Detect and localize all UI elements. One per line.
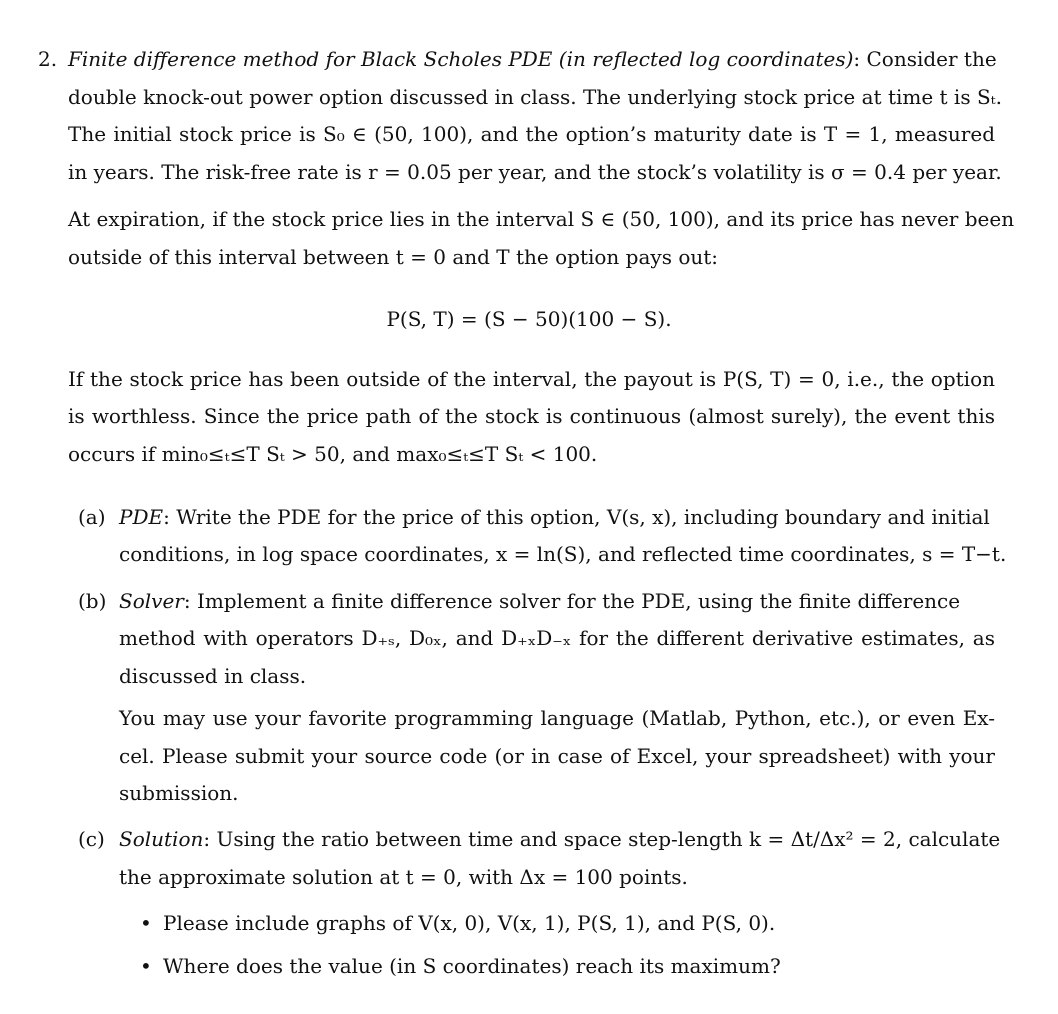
part-a-line-2: conditions, in log space coordinates, x = ln(S), and reflected time coordinates, s = T−t.	[119, 542, 1007, 566]
part-a-line-1-tail: : Write the PDE for the price of this option, V(s, x), including boundary and initial	[163, 505, 990, 529]
problem-intro-line-4: in years. The risk-free rate is r = 0.05 per year, and the stock’s volatility is σ = 0.4 per year.	[68, 160, 1002, 184]
problem-number: 2.	[38, 47, 58, 71]
expiration-line-1: At expiration, if the stock price lies in the interval S ∈ (50, 100), and its price has never been	[68, 207, 1015, 231]
part-a-label: (a)	[78, 505, 106, 529]
problem-title: Finite difference method for Black Scholes PDE (in reflected log coordinates)	[68, 47, 854, 71]
part-c-line-2: the approximate solution at t = 0, with Δx = 100 points.	[119, 865, 688, 889]
bullet-item-1: Please include graphs of V(x, 0), V(x, 1), P(S, 1), and P(S, 0).	[163, 911, 776, 935]
payoff-equation: P(S, T) = (S − 50)(100 − S).	[386, 307, 672, 331]
outside-line-1: If the stock price has been outside of the interval, the payout is P(S, T) = 0, i.e., the option	[68, 367, 995, 391]
part-c-line-1-tail: : Using the ratio between time and space step-length k = Δt/Δx² = 2, calculate	[203, 827, 1001, 851]
part-a-line-1	[119, 505, 995, 529]
outside-line-3: occurs if min₀≤ₜ≤T Sₜ > 50, and max₀≤ₜ≤T Sₜ < 100.	[68, 442, 598, 466]
expiration-line-2: outside of this interval between t = 0 and T the option pays out:	[68, 245, 719, 269]
part-b-extra-line-2: cel. Please submit your source code (or in case of Excel, your spreadsheet) with your	[119, 744, 995, 768]
part-a-name: PDE	[119, 505, 164, 529]
part-b-line-1-tail: : Implement a finite difference solver for the PDE, using the finite difference	[183, 589, 961, 613]
part-b-extra-line-3: submission.	[119, 781, 239, 805]
part-c-label: (c)	[78, 827, 105, 851]
part-b-line-3: discussed in class.	[119, 664, 307, 688]
part-b-line-2: method with operators D₊ₛ, D₀ₓ, and D₊ₓD₋ₓ for the different derivative estimates, as	[119, 626, 995, 650]
intro-line-1-tail: : Consider the	[853, 47, 997, 71]
part-b-name: Solver	[119, 589, 184, 613]
bullet-item-2: Where does the value (in S coordinates) reach its maximum?	[163, 954, 781, 978]
outside-line-2: is worthless. Since the price path of the stock is continuous (almost surely), the event this	[68, 404, 995, 428]
problem-intro-line-1	[68, 47, 995, 71]
part-b-line-1	[119, 589, 995, 613]
part-c-line-1	[119, 827, 1001, 851]
problem-intro-line-2: double knock-out power option discussed in class. The underlying stock price at time t is Sₜ.	[68, 85, 1002, 109]
part-b-extra-line-1: You may use your favorite programming language (Matlab, Python, etc.), or even Ex-	[119, 706, 995, 730]
bullet-dot-2: •	[140, 954, 152, 978]
bullet-dot-1: •	[140, 911, 152, 935]
problem-intro-line-3: The initial stock price is S₀ ∈ (50, 100), and the option’s maturity date is T = 1, measured	[68, 122, 995, 146]
part-b-label: (b)	[78, 589, 107, 613]
part-c-name: Solution	[119, 827, 204, 851]
